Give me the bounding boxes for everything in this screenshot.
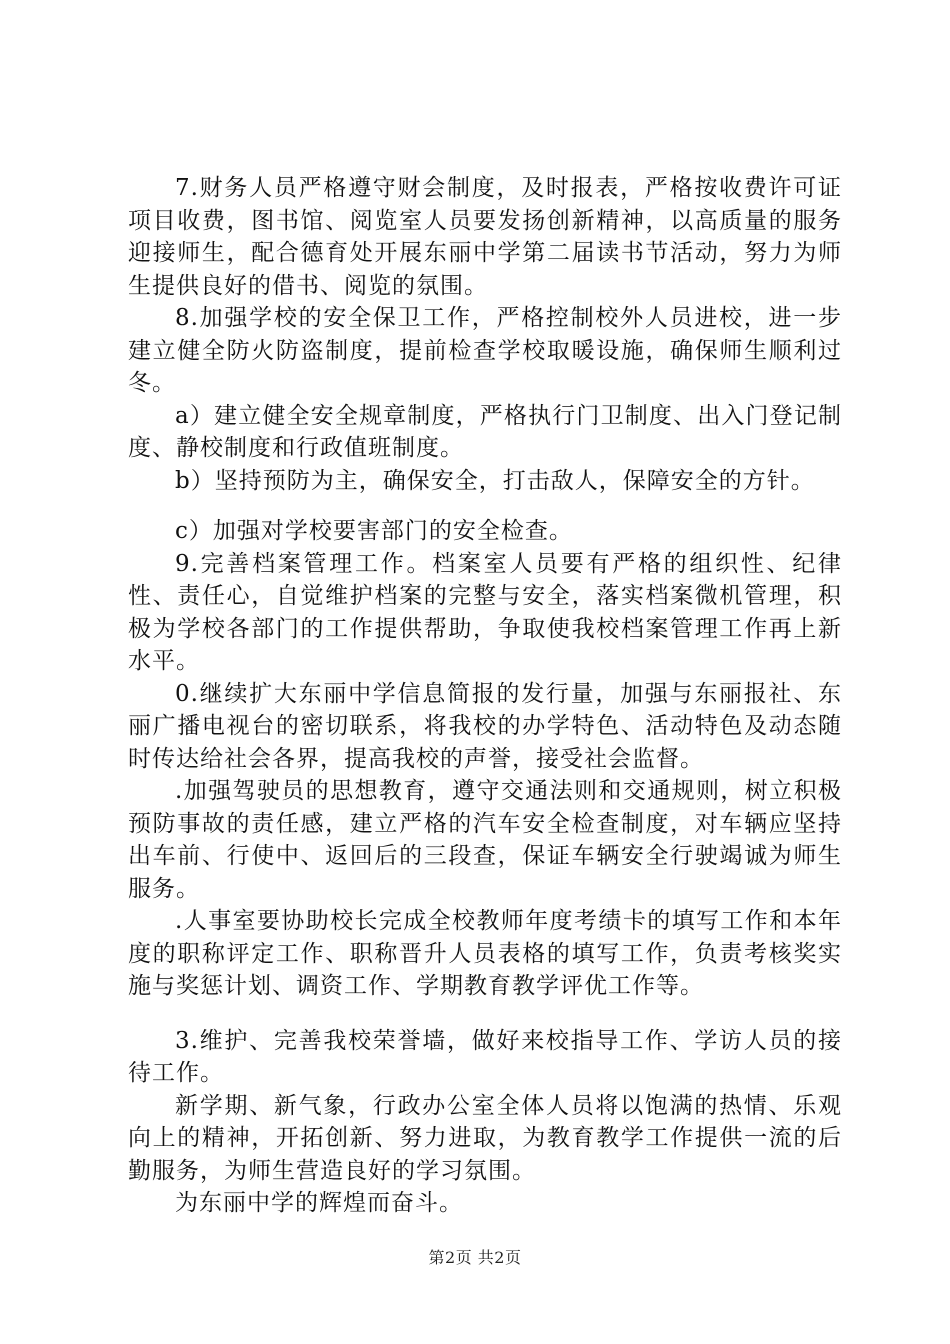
paragraph-13-honor-wall: 3.维护、完善我校荣誉墙，做好来校指导工作、学访人员的接待工作。 <box>128 1027 842 1086</box>
paragraph-closing: 新学期、新气象，行政办公室全体人员将以饱满的热情、乐观向上的精神，开拓创新、努力进取，为教育教学工作提供一流的后勤服务，为师生营造良好的学习氛围。 <box>128 1092 842 1184</box>
document-body <box>128 172 842 1220</box>
paragraph-8b-prevention: b）坚持预防为主，确保安全，打击敌人，保障安全的方针。 <box>175 467 815 494</box>
paragraph-7-finance: 7.财务人员严格遵守财会制度，及时报表，严格按收费许可证项目收费，图书馆、阅览室人员要发扬创新精神，以高质量的服务迎接师生，配合德育处开展东丽中学第二届读书节活动，努力为师生提供良好的借书、阅览的氛围。 <box>128 175 842 299</box>
paragraph-11-drivers: .加强驾驶员的思想教育，遵守交通法则和交通规则，树立积极预防事故的责任感，建立严格的汽车安全检查制度，对车辆应坚持出车前、行使中、返回后的三段查，保证车辆安全行驶竭诚为师生服务。 <box>128 778 842 902</box>
paragraph-8a-rules: a）建立健全安全规章制度，严格执行门卫制度、出入门登记制度、静校制度和行政值班制度。 <box>128 402 842 461</box>
page-number-footer: 第2页 共2页 <box>428 1248 522 1267</box>
paragraph-final-slogan: 为东丽中学的辉煌而奋斗。 <box>175 1190 463 1216</box>
paragraph-12-personnel: .人事室要协助校长完成全校教师年度考绩卡的填写工作和本年度的职称评定工作、职称晋升人员表格的填写工作，负责考核奖实施与奖惩计划、调资工作、学期教育教学评优工作等。 <box>128 908 842 999</box>
paragraph-10-newsletter: 0.继续扩大东丽中学信息简报的发行量，加强与东丽报社、东丽广播电视台的密切联系，将我校的办学特色、活动特色及动态随时传达给社会各界，提高我校的声誉，接受社会监督。 <box>128 680 842 772</box>
paragraph-8-security: 8.加强学校的安全保卫工作，严格控制校外人员进校，进一步建立健全防火防盗制度，提前检查学校取暖设施，确保师生顺利过冬。 <box>128 305 842 396</box>
paragraph-8c-inspection: c）加强对学校要害部门的安全检查。 <box>175 518 573 544</box>
paragraph-9-archives: 9.完善档案管理工作。档案室人员要有严格的组织性、纪律性、责任心，自觉维护档案的完整与安全，落实档案微机管理，积极为学校各部门的工作提供帮助，争取使我校档案管理工作再上新水平。 <box>128 550 842 674</box>
